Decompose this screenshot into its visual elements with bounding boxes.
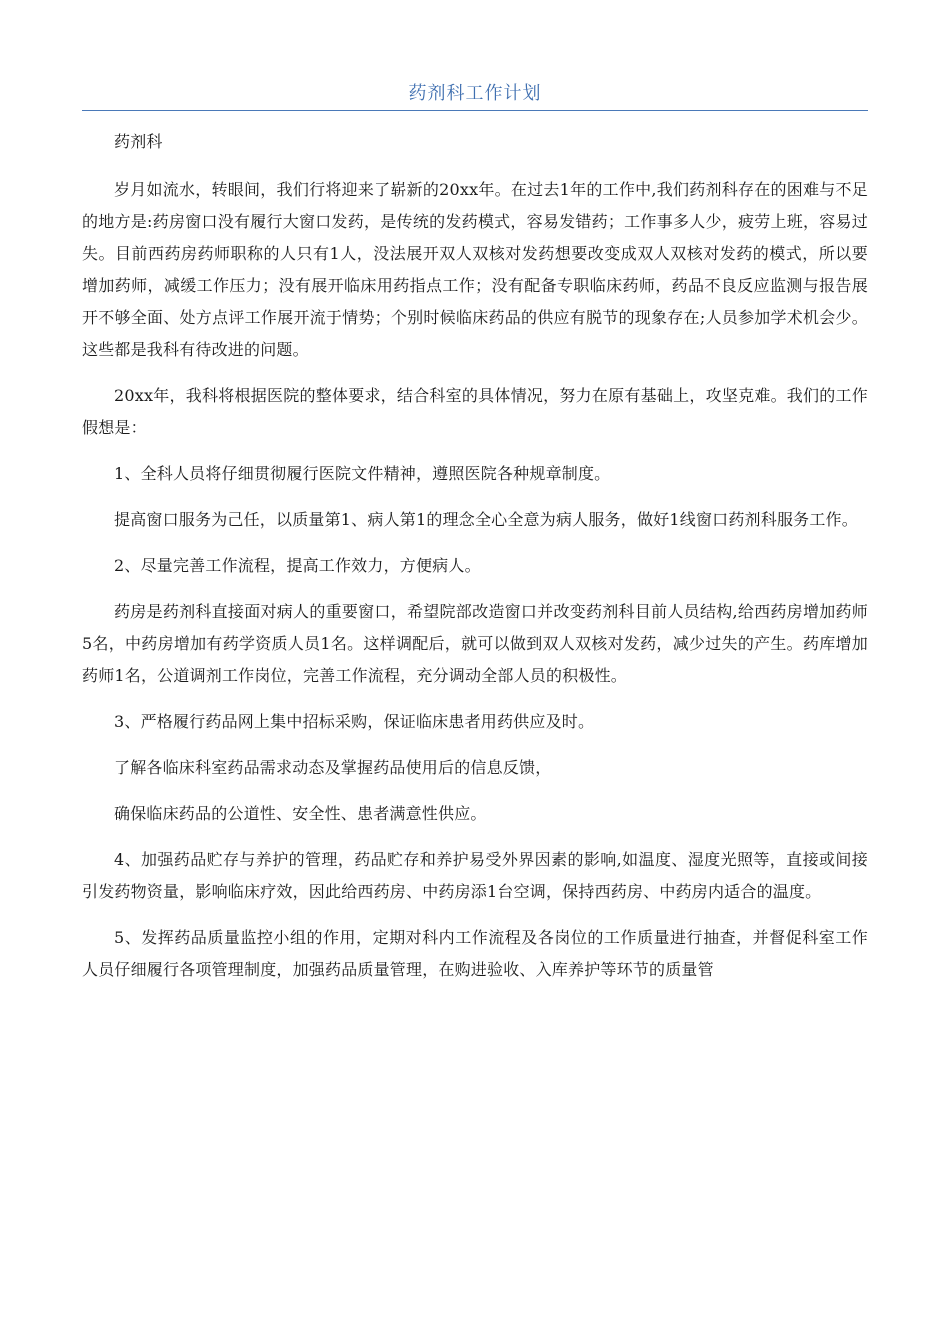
paragraph-item-1: 1、全科人员将仔细贯彻履行医院文件精神，遵照医院各种规章制度。 <box>114 464 611 483</box>
section-label: 药剂科 <box>114 132 163 151</box>
paragraph-item-2: 2、尽量完善工作流程，提高工作效力，方便病人。 <box>114 556 481 575</box>
paragraph-item-4: 4、加强药品贮存与养护的管理，药品贮存和养护易受外界因素的影响,如温度、湿度光照等，直接或间接引发药物资量，影响临床疗效，因此给西药房、中药房添1台空调，保持西药房、中药房内适合的温度。 <box>82 850 868 901</box>
document-title: 药剂科工作计划 <box>408 83 542 104</box>
page-header <box>82 80 868 111</box>
paragraph-item-3-detail-b: 确保临床药品的公道性、安全性、患者满意性供应。 <box>114 804 487 823</box>
paragraph-plan-intro: 20xx年，我科将根据医院的整体要求，结合科室的具体情况，努力在原有基础上，攻坚克难。我们的工作假想是： <box>82 386 868 437</box>
paragraph-item-1-detail: 提高窗口服务为己任，以质量第1、病人第1的理念全心全意为病人服务，做好1线窗口药剂科服务工作。 <box>114 510 858 529</box>
paragraph-item-5: 5、发挥药品质量监控小组的作用，定期对科内工作流程及各岗位的工作质量进行抽查，并督促科室工作人员仔细履行各项管理制度，加强药品质量管理，在购进验收、入库养护等环节的质量管 <box>82 928 868 979</box>
paragraph-item-2-detail: 药房是药剂科直接面对病人的重要窗口，希望院部改造窗口并改变药剂科目前人员结构,给西药房增加药师5名，中药房增加有药学资质人员1名。这样调配后，就可以做到双人双核对发药，减少过失的产生。药库增加药师1名，公道调剂工作岗位，完善工作流程，充分调动全部人员的积极性。 <box>82 602 868 685</box>
paragraph-item-3-detail-a: 了解各临床科室药品需求动态及掌握药品使用后的信息反馈， <box>114 758 552 777</box>
paragraph-intro: 岁月如流水，转眼间，我们行将迎来了崭新的20xx年。在过去1年的工作中,我们药剂科存在的困难与不足的地方是:药房窗口没有履行大窗口发药，是传统的发药模式，容易发错药；工作事多人少，疲劳上班，容易过失。目前西药房药师职称的人只有1人，没法展开双人双核对发药想要改变成双人双核对发药的模式，所以要增加药师，减缓工作压力；没有展开临床用药指点工作；没有配备专职临床药师，药品不良反应监测与报告展开不够全面、处方点评工作展开流于情势；个别时候临床药品的供应有脱节的现象存在;人员参加学术机会少。这些都是我科有待改进的问题。 <box>82 180 868 359</box>
paragraph-item-3: 3、严格履行药品网上集中招标采购，保证临床患者用药供应及时。 <box>114 712 595 731</box>
document-body <box>82 126 868 1000</box>
